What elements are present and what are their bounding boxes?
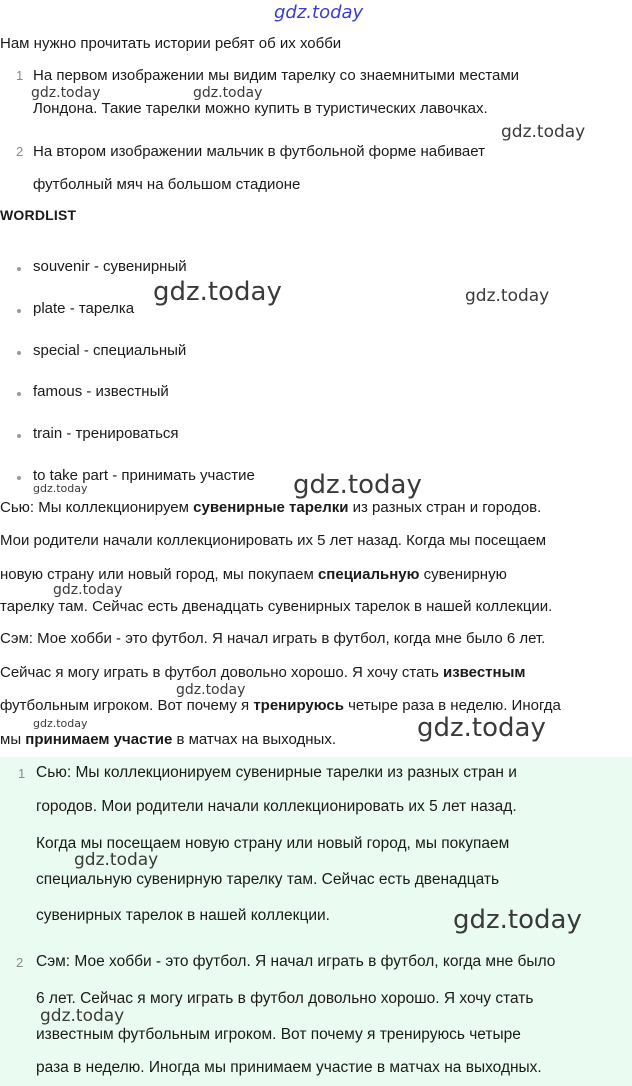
answer-1-number: 1 [18,766,26,781]
sam-text-line-3: футбольным игроком. Вот почему я тренируюсь четыре раза в неделю. Иногда [0,697,561,714]
intro-text: Нам нужно прочитать истории ребят об их хобби [0,35,342,52]
answer-2-line: известным футбольным игроком. Вот почему я тренируюсь четыре [36,1026,521,1043]
wordlist-item: famous - известный [33,383,169,400]
watermark: gdz.today [501,122,586,142]
watermark: gdz.today [453,905,582,935]
watermark-top: gdz.today [274,2,364,23]
watermark: gdz.today [293,470,422,500]
answer-2-number: 2 [16,955,24,970]
sam-text-line-2: Сейчас я могу играть в футбол довольно хорошо. Я хочу стать известным [0,664,526,681]
wordlist-item: to take part - принимать участие [33,467,255,484]
watermark: gdz.today [465,286,550,306]
wordlist-heading: WORDLIST [0,207,77,223]
picture-2-line-1: На втором изображении мальчик в футбольной форме набивает [33,143,485,160]
answer-1-line: сувенирных тарелок в нашей коллекции. [36,907,330,924]
answer-1-line: Сью: Мы коллекционируем сувенирные тарелки из разных стран и [36,764,517,781]
picture-2-line-2: футболный мяч на большом стадионе [33,176,301,193]
watermark: gdz.today [74,850,159,870]
picture-2-number: 2 [16,144,24,159]
bullet-icon [17,267,21,271]
answer-word: тренируюсь [253,697,344,714]
answer-1-line: городов. Мои родители начали коллекционировать их 5 лет назад. [36,798,517,815]
wordlist-item: souvenir - сувенирный [33,258,187,275]
watermark: gdz.today [153,277,282,307]
watermark: gdz.today [53,582,123,598]
answer-2-line: Сэм: Мое хобби - это футбол. Я начал играть в футбол, когда мне было [36,953,556,970]
bullet-icon [17,476,21,480]
answer-word: специальную [317,566,420,583]
bullet-icon [17,309,21,313]
watermark: gdz.today [193,85,263,101]
wordlist-item: train - тренироваться [33,425,179,442]
answer-word: принимаем участие [25,731,173,748]
wordlist-item: plate - тарелка [33,300,135,317]
answer-word: сувенирные тарелки [193,499,349,516]
watermark: gdz.today [40,1006,125,1026]
sam-text-line-4: мы принимаем участие в матчах на выходных. [0,731,336,748]
sam-text-line-1: Сэм: Мое хобби - это футбол. Я начал играть в футбол, когда мне было 6 лет. [0,630,546,647]
answer-2-line: 6 лет. Сейчас я могу играть в футбол довольно хорошо. Я хочу стать [36,990,534,1007]
sue-text-line-4: тарелку там. Сейчас есть двенадцать сувенирных тарелок в нашей коллекции. [0,598,553,615]
answer-2-line: раза в неделю. Иногда мы принимаем участие в матчах на выходных. [36,1059,542,1076]
bullet-icon [17,351,21,355]
picture-1-line-1: На первом изображении мы видим тарелку со знаемнитыми местами [33,67,520,84]
sue-text-line-3: новую страну или новый город, мы покупаем специальную сувенирную [0,566,507,583]
picture-1-number: 1 [16,68,24,83]
answer-1-line: Когда мы посещаем новую страну или новый город, мы покупаем [36,835,510,852]
bullet-icon [17,434,21,438]
watermark: gdz.today [176,682,246,698]
answer-1-line: специальную сувенирную тарелку там. Сейчас есть двенадцать [36,871,500,888]
watermark: gdz.today [417,713,546,743]
sue-text-line-2: Мои родители начали коллекционировать их 5 лет назад. Когда мы посещаем [0,532,547,549]
sue-text-line-1: Сью: Мы коллекционируем сувенирные тарелки из разных стран и городов. [0,499,542,516]
picture-1-line-2: Лондона. Такие тарелки можно купить в туристических лавочках. [33,100,488,117]
watermark: gdz.today [33,717,88,730]
wordlist-item: special - специальный [33,342,187,359]
answer-word: известным [442,664,526,681]
watermark: gdz.today [31,85,101,101]
watermark: gdz.today [33,482,88,495]
bullet-icon [17,392,21,396]
